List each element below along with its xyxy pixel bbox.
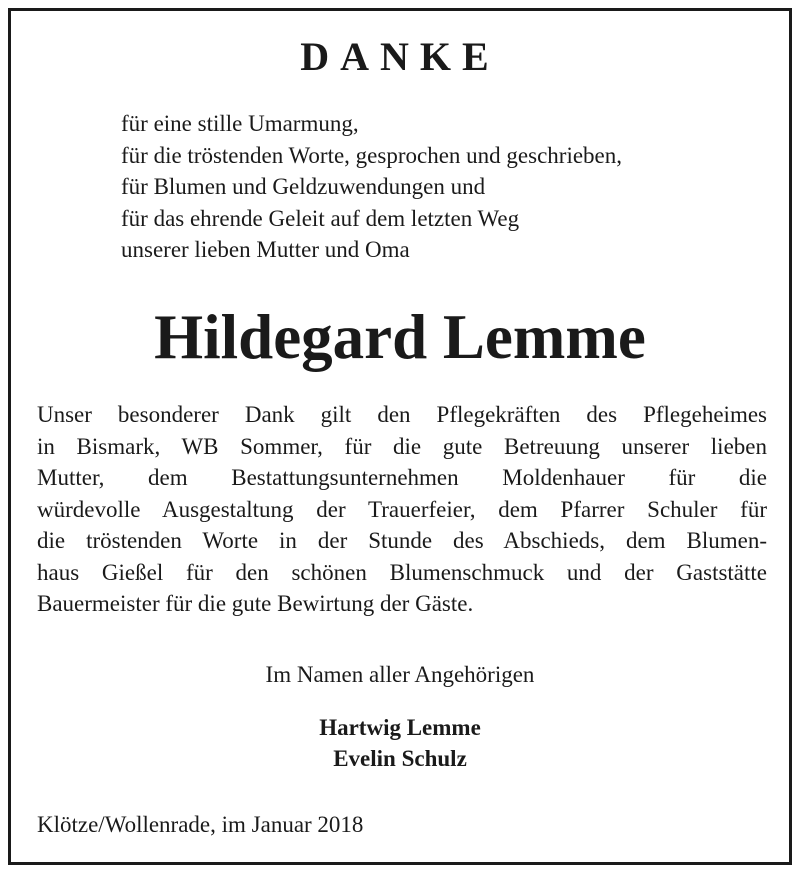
body-line: würdevolle Ausgestaltung der Trauerfeier, dem Pfarrer Schuler für: [37, 496, 767, 522]
deceased-name: Hildegard Lemme: [154, 302, 646, 372]
signoff-line: Im Namen aller Angehörigen: [265, 662, 535, 687]
intro-text: [121, 108, 622, 266]
intro-line: für Blumen und Geldzuwendungen und: [121, 174, 486, 199]
signers: [11, 712, 789, 774]
intro-line: für die tröstenden Worte, gesprochen und geschrieben,: [121, 142, 623, 168]
body-line: in Bismark, WB Sommer, für die gute Betreuung unserer lieben: [37, 433, 767, 459]
thanks-body: [37, 399, 767, 620]
body-line: Unser besonderer Dank gilt den Pflegekräften des Pflegeheimes: [37, 402, 767, 427]
body-line: Bauermeister für die gute Bewirtung der Gäste.: [37, 591, 474, 616]
notice-heading: DANKE: [300, 34, 500, 79]
signer-name: Hartwig Lemme: [319, 715, 481, 740]
body-line: haus Gießel für den schönen Blumenschmuck und der Gaststätte: [37, 559, 767, 585]
body-line: Mutter, dem Bestattungsunternehmen Moldenhauer für die: [37, 465, 767, 490]
notice-frame: [8, 8, 792, 865]
place-date: Klötze/Wollenrade, im Januar 2018: [37, 812, 364, 837]
signer-name: Evelin Schulz: [333, 746, 467, 771]
intro-line: für das ehrende Geleit auf dem letzten Weg: [121, 205, 520, 231]
body-line: die tröstenden Worte in der Stunde des Abschieds, dem Blumen-: [37, 528, 767, 553]
intro-line: für eine stille Umarmung,: [121, 111, 359, 136]
intro-line: unserer lieben Mutter und Oma: [121, 237, 410, 262]
